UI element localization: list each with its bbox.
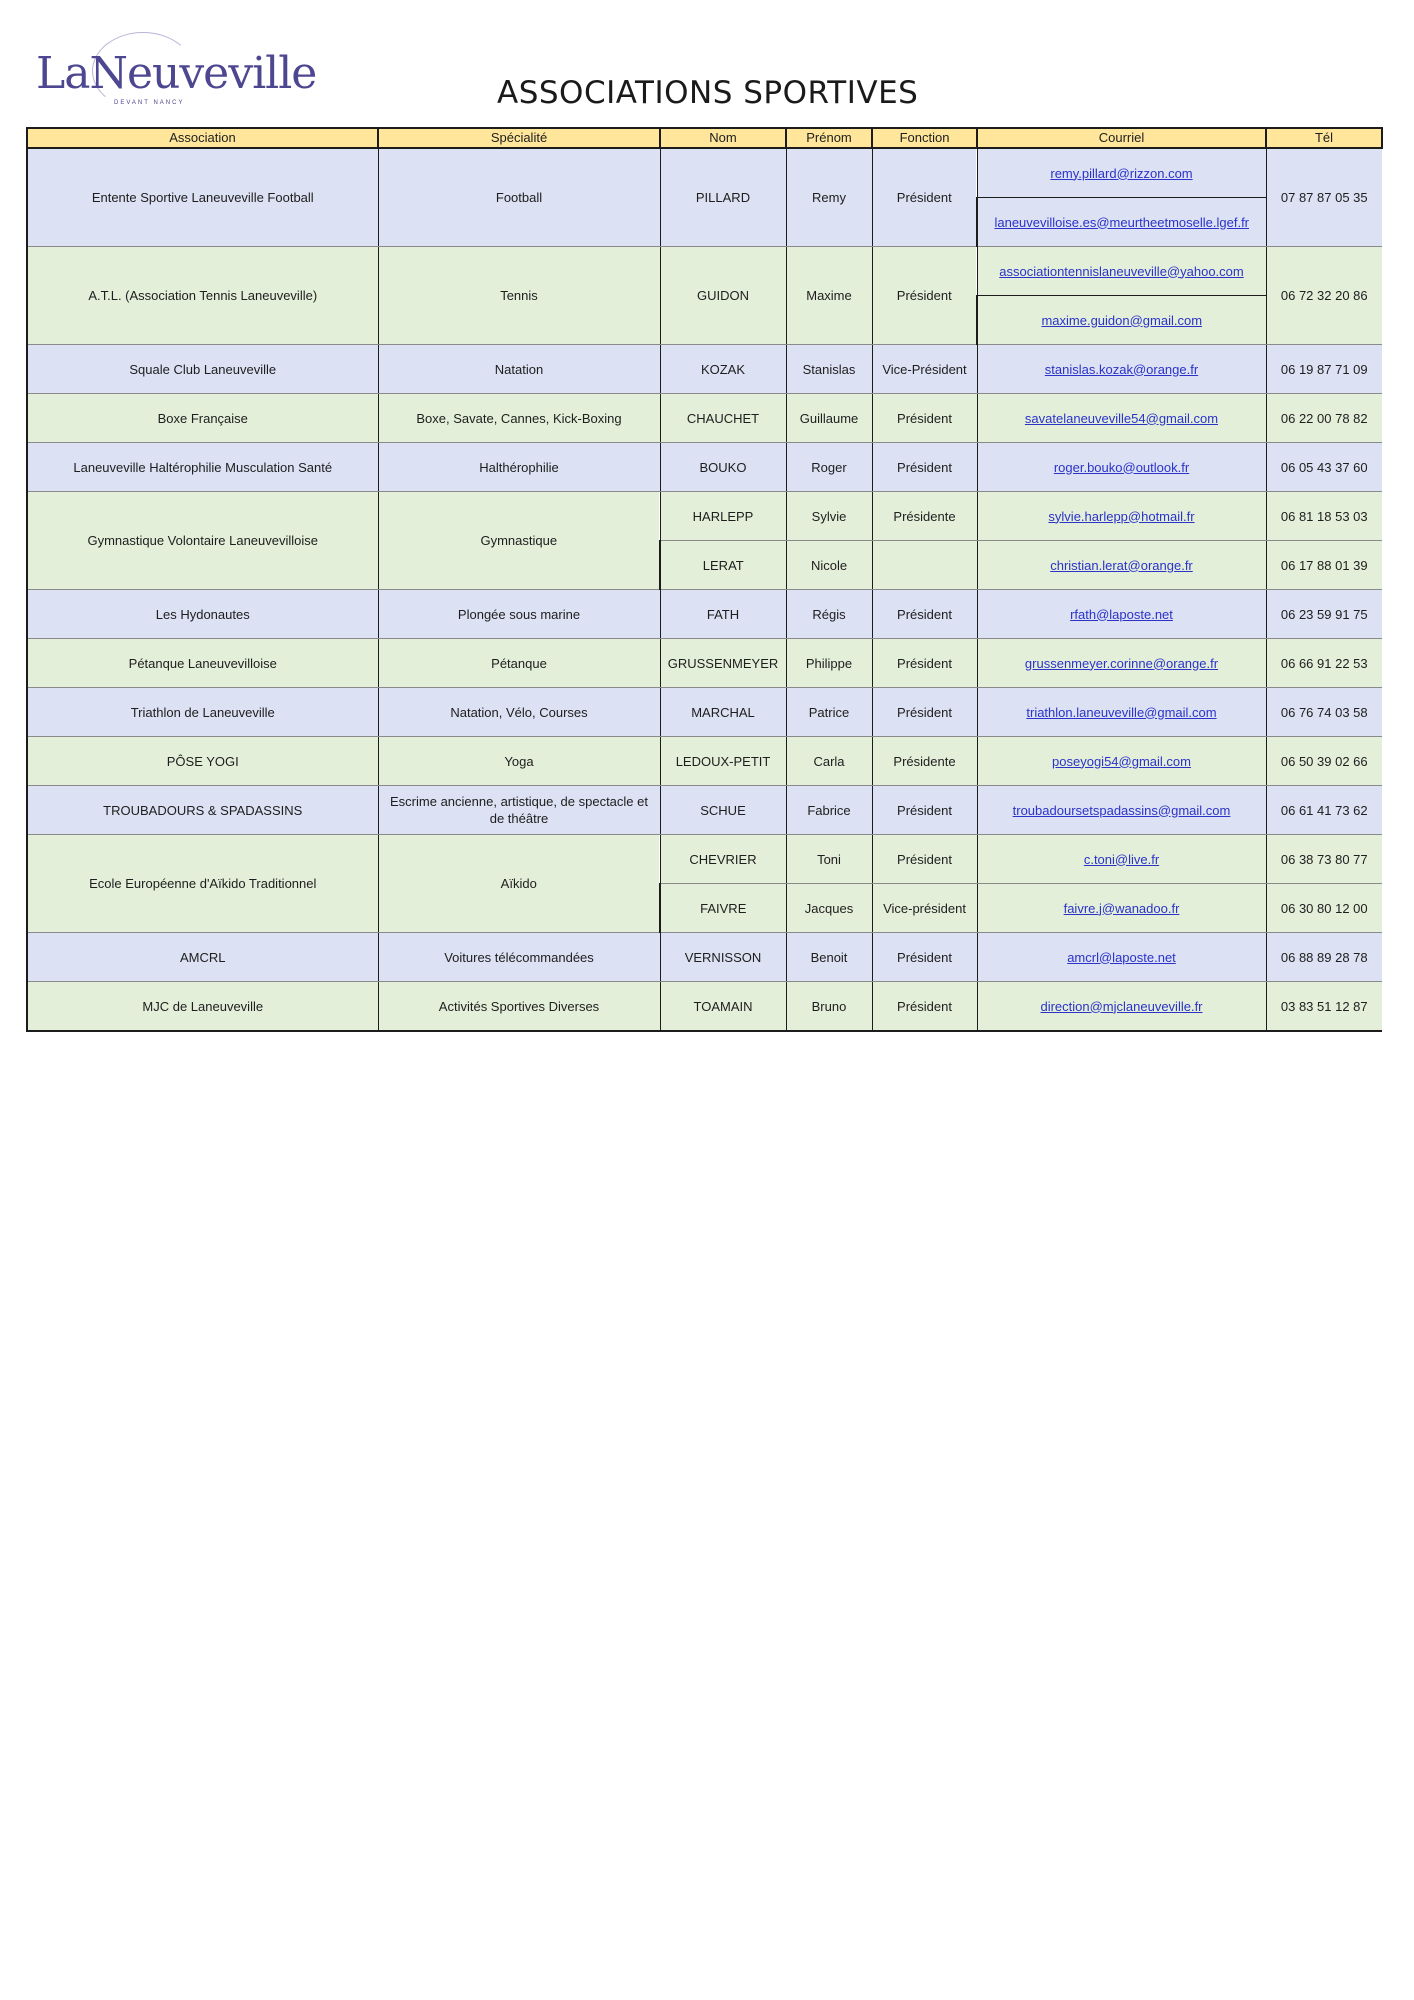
email-link[interactable]: direction@mjclaneuveville.fr: [977, 982, 1266, 1032]
contact-fonction: Président: [872, 688, 977, 737]
email-link[interactable]: associationtennislaneuveville@yahoo.com: [977, 247, 1266, 296]
table-row: [27, 345, 1382, 394]
contact-tel: 06 17 88 01 39: [1266, 541, 1382, 590]
association-specialite: Natation, Vélo, Courses: [378, 688, 660, 737]
contact-tel: 06 22 00 78 82: [1266, 394, 1382, 443]
logo: [36, 26, 317, 108]
contact-fonction: Présidente: [872, 492, 977, 541]
header-courriel: Courriel: [977, 128, 1266, 148]
email-link[interactable]: rfath@laposte.net: [977, 590, 1266, 639]
contact-nom: HARLEPP: [660, 492, 786, 541]
contact-fonction: Président: [872, 443, 977, 492]
table-row: [27, 443, 1382, 492]
association-name: Pétanque Laneuvevilloise: [27, 639, 378, 688]
contact-tel: 06 23 59 91 75: [1266, 590, 1382, 639]
email-link[interactable]: sylvie.harlepp@hotmail.fr: [977, 492, 1266, 541]
table-row: [27, 394, 1382, 443]
association-specialite: Plongée sous marine: [378, 590, 660, 639]
table-row: [27, 639, 1382, 688]
email-link[interactable]: christian.lerat@orange.fr: [977, 541, 1266, 590]
contact-fonction: Vice-président: [872, 884, 977, 933]
contact-prenom: Remy: [786, 148, 872, 247]
contact-nom: VERNISSON: [660, 933, 786, 982]
email-link[interactable]: roger.bouko@outlook.fr: [977, 443, 1266, 492]
contact-nom: PILLARD: [660, 148, 786, 247]
table-row: [27, 688, 1382, 737]
contact-fonction: Président: [872, 933, 977, 982]
header-tel: Tél: [1266, 128, 1382, 148]
association-specialite: Natation: [378, 345, 660, 394]
association-name: Triathlon de Laneuveville: [27, 688, 378, 737]
contact-prenom: Stanislas: [786, 345, 872, 394]
contact-nom: CHAUCHET: [660, 394, 786, 443]
email-link[interactable]: remy.pillard@rizzon.com: [977, 148, 1266, 198]
contact-nom: BOUKO: [660, 443, 786, 492]
contact-nom: KOZAK: [660, 345, 786, 394]
logo-text: LaNeuveville: [36, 48, 317, 99]
header-fonction: Fonction: [872, 128, 977, 148]
table-row: [27, 492, 1382, 541]
contact-nom: LERAT: [660, 541, 786, 590]
association-specialite: Tennis: [378, 247, 660, 345]
contact-nom: SCHUE: [660, 786, 786, 835]
contact-nom: LEDOUX-PETIT: [660, 737, 786, 786]
email-link[interactable]: poseyogi54@gmail.com: [977, 737, 1266, 786]
contact-fonction: Président: [872, 835, 977, 884]
contact-tel: 06 66 91 22 53: [1266, 639, 1382, 688]
contact-prenom: Nicole: [786, 541, 872, 590]
association-name: Ecole Européenne d'Aïkido Traditionnel: [27, 835, 378, 933]
table-row: [27, 933, 1382, 982]
contact-tel: 06 38 73 80 77: [1266, 835, 1382, 884]
email-link[interactable]: amcrl@laposte.net: [977, 933, 1266, 982]
association-specialite: Gymnastique: [378, 492, 660, 590]
contact-prenom: Patrice: [786, 688, 872, 737]
contact-prenom: Roger: [786, 443, 872, 492]
table-row: [27, 737, 1382, 786]
email-link[interactable]: stanislas.kozak@orange.fr: [977, 345, 1266, 394]
contact-fonction: Président: [872, 786, 977, 835]
association-specialite: Halthérophilie: [378, 443, 660, 492]
email-link[interactable]: savatelaneuveville54@gmail.com: [977, 394, 1266, 443]
association-name: MJC de Laneuveville: [27, 982, 378, 1032]
contact-nom: MARCHAL: [660, 688, 786, 737]
email-link[interactable]: faivre.j@wanadoo.fr: [977, 884, 1266, 933]
contact-nom: GRUSSENMEYER: [660, 639, 786, 688]
contact-fonction: Président: [872, 394, 977, 443]
contact-prenom: Fabrice: [786, 786, 872, 835]
email-link[interactable]: grussenmeyer.corinne@orange.fr: [977, 639, 1266, 688]
logo-subtitle: DEVANT NANCY: [114, 100, 185, 106]
email-link[interactable]: laneuvevilloise.es@meurtheetmoselle.lgef.fr: [977, 198, 1266, 247]
contact-tel: 06 05 43 37 60: [1266, 443, 1382, 492]
contact-tel: 06 30 80 12 00: [1266, 884, 1382, 933]
contact-prenom: Carla: [786, 737, 872, 786]
contact-fonction: Vice-Président: [872, 345, 977, 394]
email-link[interactable]: c.toni@live.fr: [977, 835, 1266, 884]
contact-tel: 06 76 74 03 58: [1266, 688, 1382, 737]
table-row: [27, 786, 1382, 835]
association-specialite: Activités Sportives Diverses: [378, 982, 660, 1032]
association-name: Les Hydonautes: [27, 590, 378, 639]
email-link[interactable]: troubadoursetspadassins@gmail.com: [977, 786, 1266, 835]
association-name: A.T.L. (Association Tennis Laneuveville): [27, 247, 378, 345]
association-specialite: Pétanque: [378, 639, 660, 688]
association-name: Laneuveville Haltérophilie Musculation Santé: [27, 443, 378, 492]
association-name: Squale Club Laneuveville: [27, 345, 378, 394]
association-specialite: Yoga: [378, 737, 660, 786]
table-row: [27, 590, 1382, 639]
contact-prenom: Jacques: [786, 884, 872, 933]
contact-nom: TOAMAIN: [660, 982, 786, 1032]
contact-nom: CHEVRIER: [660, 835, 786, 884]
association-name: Entente Sportive Laneuveville Football: [27, 148, 378, 247]
contact-prenom: Benoit: [786, 933, 872, 982]
header-prenom: Prénom: [786, 128, 872, 148]
contact-fonction: Président: [872, 590, 977, 639]
contact-fonction: Président: [872, 247, 977, 345]
contact-tel: 03 83 51 12 87: [1266, 982, 1382, 1032]
contact-tel: 06 81 18 53 03: [1266, 492, 1382, 541]
contact-tel: 06 88 89 28 78: [1266, 933, 1382, 982]
contact-fonction: [872, 541, 977, 590]
contact-fonction: Président: [872, 148, 977, 247]
contact-fonction: Président: [872, 982, 977, 1032]
contact-tel: 06 19 87 71 09: [1266, 345, 1382, 394]
email-link[interactable]: triathlon.laneuveville@gmail.com: [977, 688, 1266, 737]
contact-nom: FAIVRE: [660, 884, 786, 933]
association-name: TROUBADOURS & SPADASSINS: [27, 786, 378, 835]
contact-prenom: Maxime: [786, 247, 872, 345]
contact-nom: FATH: [660, 590, 786, 639]
association-specialite: Aïkido: [378, 835, 660, 933]
association-name: Boxe Française: [27, 394, 378, 443]
association-specialite: Voitures télécommandées: [378, 933, 660, 982]
contact-prenom: Guillaume: [786, 394, 872, 443]
association-name: Gymnastique Volontaire Laneuvevilloise: [27, 492, 378, 590]
contact-tel: 06 72 32 20 86: [1266, 247, 1382, 345]
table-row: [27, 247, 1382, 296]
contact-prenom: Sylvie: [786, 492, 872, 541]
table-header-row: [27, 128, 1382, 148]
association-specialite: Boxe, Savate, Cannes, Kick-Boxing: [378, 394, 660, 443]
header-specialite: Spécialité: [378, 128, 660, 148]
contact-tel: 06 61 41 73 62: [1266, 786, 1382, 835]
contact-nom: GUIDON: [660, 247, 786, 345]
email-link[interactable]: maxime.guidon@gmail.com: [977, 296, 1266, 345]
contact-prenom: Bruno: [786, 982, 872, 1032]
table-row: [27, 982, 1382, 1032]
contact-fonction: Président: [872, 639, 977, 688]
association-specialite: Football: [378, 148, 660, 247]
header-association: Association: [27, 128, 378, 148]
contact-prenom: Toni: [786, 835, 872, 884]
page-title: ASSOCIATIONS SPORTIVES: [497, 75, 919, 111]
table-row: [27, 148, 1382, 198]
contact-tel: 06 50 39 02 66: [1266, 737, 1382, 786]
associations-table: [26, 127, 1383, 1032]
header-nom: Nom: [660, 128, 786, 148]
contact-prenom: Philippe: [786, 639, 872, 688]
association-specialite: Escrime ancienne, artistique, de spectacle et de théâtre: [378, 786, 660, 835]
contact-fonction: Présidente: [872, 737, 977, 786]
association-name: AMCRL: [27, 933, 378, 982]
association-name: PÔSE YOGI: [27, 737, 378, 786]
contact-prenom: Régis: [786, 590, 872, 639]
contact-tel: 07 87 87 05 35: [1266, 148, 1382, 247]
table-row: [27, 835, 1382, 884]
